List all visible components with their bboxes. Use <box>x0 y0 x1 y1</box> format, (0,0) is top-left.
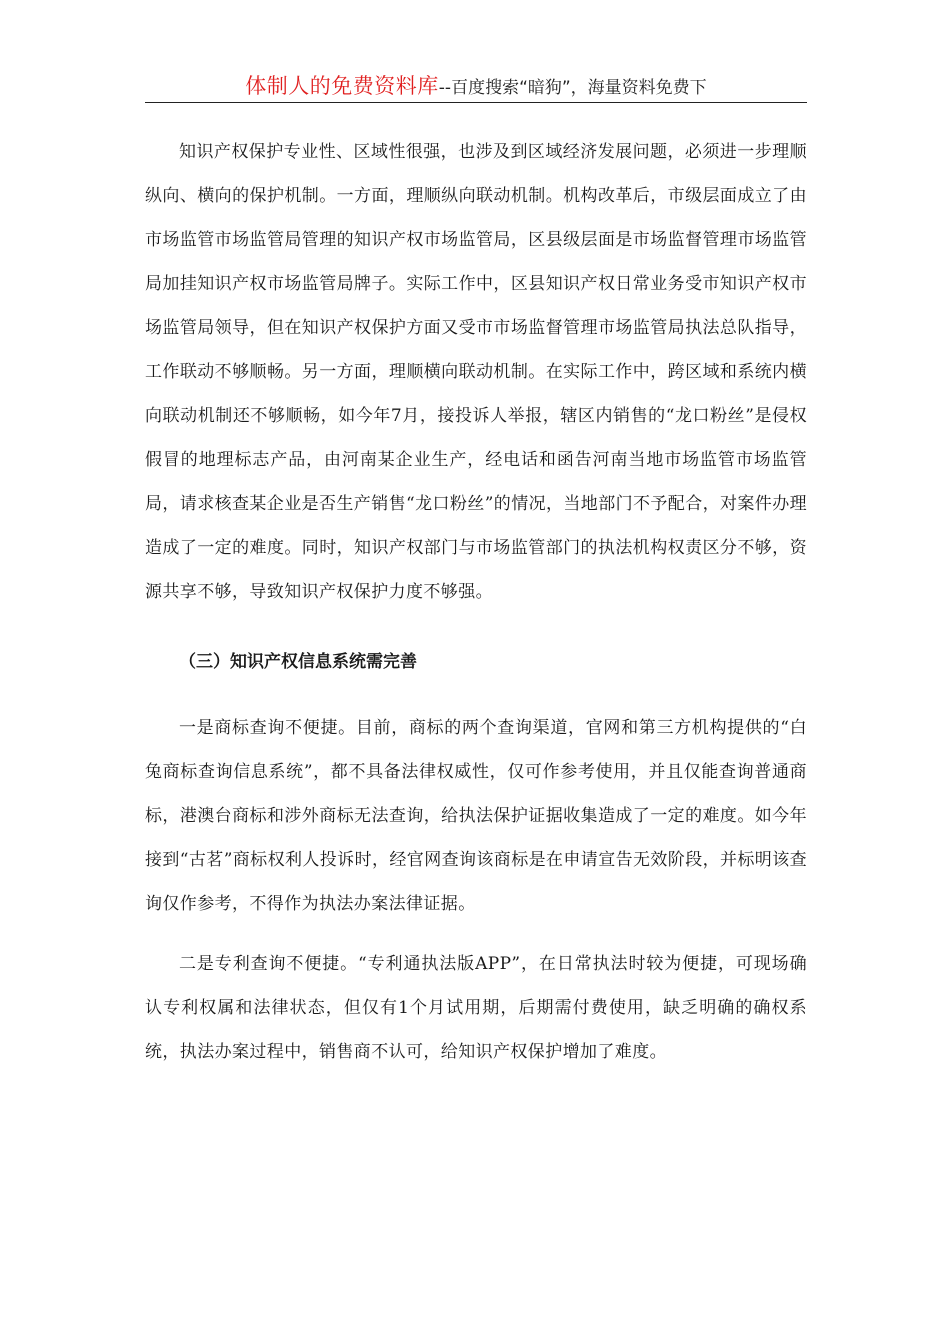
paragraph-trademark-query: 一是商标查询不便捷。目前，商标的两个查询渠道，官网和第三方机构提供的“白兔商标查询信息系统”，都不具备法律权威性，仅可作参考使用，并且仅能查询普通商标，港澳台商标和涉外商标无法查询，给执法保护证据收集造成了一定的难度。如今年接到“古茗”商标权利人投诉时，经官网查询该商标是在申请宣告无效阶段，并标明该查询仅作参考，不得作为执法办案法律证据。 <box>145 718 807 914</box>
paragraph-gap <box>145 926 807 942</box>
section-heading: （三）知识产权信息系统需完善 <box>179 652 417 672</box>
paragraph-gap <box>145 690 807 706</box>
page-header <box>145 70 807 103</box>
header-search-hint: --百度搜索“暗狗”，海量资料免费下 <box>438 78 707 98</box>
paragraph-gap <box>145 614 807 630</box>
paragraph-patent-query: 二是专利查询不便捷。“专利通执法版APP”，在日常执法时较为便捷，可现场确认专利权属和法律状态，但仅有1个月试用期，后期需付费使用，缺乏明确的确权系统，执法办案过程中，销售商不认可，给知识产权保护增加了难度。 <box>145 954 807 1062</box>
paragraph-ip-protection-mechanism: 知识产权保护专业性、区域性很强，也涉及到区域经济发展问题，必须进一步理顺纵向、横向的保护机制。一方面，理顺纵向联动机制。机构改革后，市级层面成立了由市场监管市场监管局管理的知识产权市场监管局，区县级层面是市场监督管理市场监管局加挂知识产权市场监管局牌子。实际工作中，区县知识产权日常业务受市知识产权市场监管局领导，但在知识产权保护方面又受市市场监督管理市场监管局执法总队指导，工作联动不够顺畅。另一方面，理顺横向联动机制。在实际工作中，跨区域和系统内横向联动机制还不够顺畅，如今年7月，接投诉人举报，辖区内销售的“龙口粉丝”是侵权假冒的地理标志产品，由河南某企业生产，经电话和函告河南当地市场监管市场监管局，请求核查某企业是否生产销售“龙口粉丝”的情况，当地部门不予配合，对案件办理造成了一定的难度。同时，知识产权部门与市场监管部门的执法机构权责区分不够，资源共享不够，导致知识产权保护力度不够强。 <box>145 142 807 602</box>
header-brand: 体制人的免费资料库 <box>245 74 439 98</box>
document-body <box>145 130 807 1074</box>
